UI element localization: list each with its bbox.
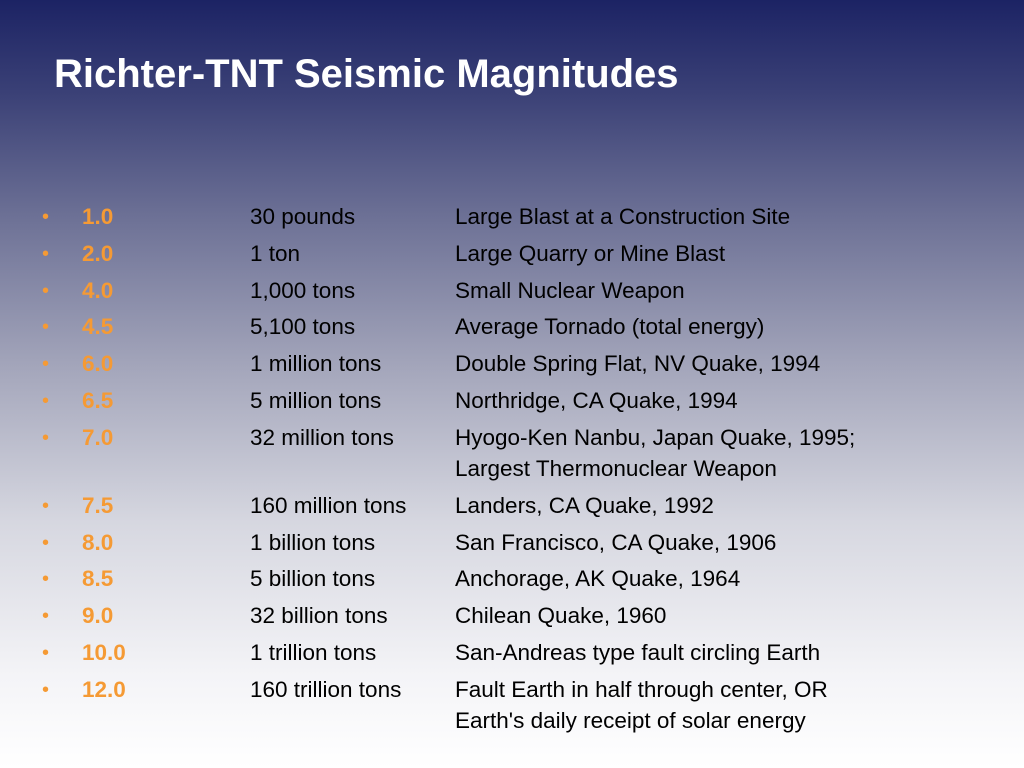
description-line: San Francisco, CA Quake, 1906 — [455, 529, 777, 555]
magnitude-value: 7.0 — [82, 424, 114, 450]
bullet-icon: • — [42, 494, 50, 517]
event-description — [455, 276, 1015, 306]
tnt-equivalent: 5 billion tons — [250, 566, 376, 592]
magnitude-row — [0, 312, 1024, 349]
magnitude-value: 6.5 — [82, 387, 114, 413]
bullet-icon: • — [42, 279, 50, 302]
magnitude-value: 1.0 — [82, 204, 114, 229]
event-description — [455, 491, 1015, 521]
event-description — [455, 239, 1015, 269]
description-line: Northridge, CA Quake, 1994 — [455, 387, 738, 413]
bullet-icon: • — [42, 206, 50, 228]
magnitude-value: 4.5 — [82, 314, 114, 340]
tnt-equivalent: 5 million tons — [250, 387, 382, 413]
tnt-equivalent: 1,000 tons — [250, 277, 356, 303]
magnitude-value: 2.0 — [82, 240, 114, 266]
bullet-icon: • — [42, 678, 50, 701]
event-description — [455, 202, 1015, 232]
description-line: Earth's daily receipt of solar energy — [455, 708, 806, 734]
description-line: Small Nuclear Weapon — [455, 277, 685, 303]
bullet-icon: • — [42, 641, 50, 664]
event-description — [455, 349, 1015, 379]
magnitude-value: 6.0 — [82, 351, 114, 377]
event-description — [455, 423, 1015, 485]
magnitude-value: 7.5 — [82, 492, 114, 518]
description-line: Large Quarry or Mine Blast — [455, 240, 726, 266]
magnitude-row — [0, 386, 1024, 423]
slide-title: Richter-TNT Seismic Magnitudes — [54, 52, 679, 96]
event-description — [455, 528, 1015, 558]
description-line: Chilean Quake, 1960 — [455, 603, 667, 629]
bullet-icon: • — [42, 426, 50, 449]
bullet-icon: • — [42, 605, 50, 628]
magnitude-row — [0, 528, 1024, 565]
description-line: Large Blast at a Construction Site — [455, 204, 791, 229]
magnitude-list — [0, 202, 1024, 747]
description-line: Average Tornado (total energy) — [455, 314, 765, 340]
tnt-equivalent: 160 trillion tons — [250, 676, 402, 702]
event-description — [455, 564, 1015, 594]
magnitude-value: 10.0 — [82, 639, 126, 665]
magnitude-row — [0, 564, 1024, 601]
description-line: Double Spring Flat, NV Quake, 1994 — [455, 351, 821, 377]
magnitude-row — [0, 276, 1024, 313]
magnitude-value: 12.0 — [82, 676, 126, 702]
description-line: Hyogo-Ken Nanbu, Japan Quake, 1995; — [455, 424, 856, 450]
bullet-icon: • — [42, 531, 50, 554]
description-line: Fault Earth in half through center, OR — [455, 676, 828, 702]
bullet-icon: • — [42, 242, 50, 265]
magnitude-row — [0, 423, 1024, 491]
tnt-equivalent: 160 million tons — [250, 492, 407, 518]
description-line: Anchorage, AK Quake, 1964 — [455, 566, 741, 592]
magnitude-row — [0, 491, 1024, 528]
tnt-equivalent: 1 trillion tons — [250, 639, 377, 665]
tnt-equivalent: 1 ton — [250, 240, 301, 266]
tnt-equivalent: 1 billion tons — [250, 529, 376, 555]
description-line: Largest Thermonuclear Weapon — [455, 456, 777, 482]
bullet-icon: • — [42, 568, 50, 591]
magnitude-row — [0, 675, 1024, 747]
magnitude-row — [0, 638, 1024, 675]
tnt-equivalent: 32 billion tons — [250, 603, 388, 629]
event-description — [455, 675, 1015, 737]
description-line: San-Andreas type fault circling Earth — [455, 639, 821, 665]
description-line: Landers, CA Quake, 1992 — [455, 492, 714, 518]
bullet-icon: • — [42, 316, 50, 339]
tnt-equivalent: 5,100 tons — [250, 314, 356, 340]
magnitude-value: 8.5 — [82, 566, 114, 592]
magnitude-value: 9.0 — [82, 603, 114, 629]
tnt-equivalent: 30 pounds — [250, 204, 356, 229]
magnitude-value: 8.0 — [82, 529, 114, 555]
magnitude-row — [0, 202, 1024, 239]
event-description — [455, 386, 1015, 416]
magnitude-value: 4.0 — [82, 277, 114, 303]
magnitude-row — [0, 601, 1024, 638]
magnitude-row — [0, 239, 1024, 276]
tnt-equivalent: 32 million tons — [250, 424, 394, 450]
magnitude-row — [0, 349, 1024, 386]
event-description — [455, 312, 1015, 342]
bullet-icon: • — [42, 353, 50, 376]
event-description — [455, 638, 1015, 668]
bullet-icon: • — [42, 389, 50, 412]
tnt-equivalent: 1 million tons — [250, 351, 382, 377]
event-description — [455, 601, 1015, 631]
